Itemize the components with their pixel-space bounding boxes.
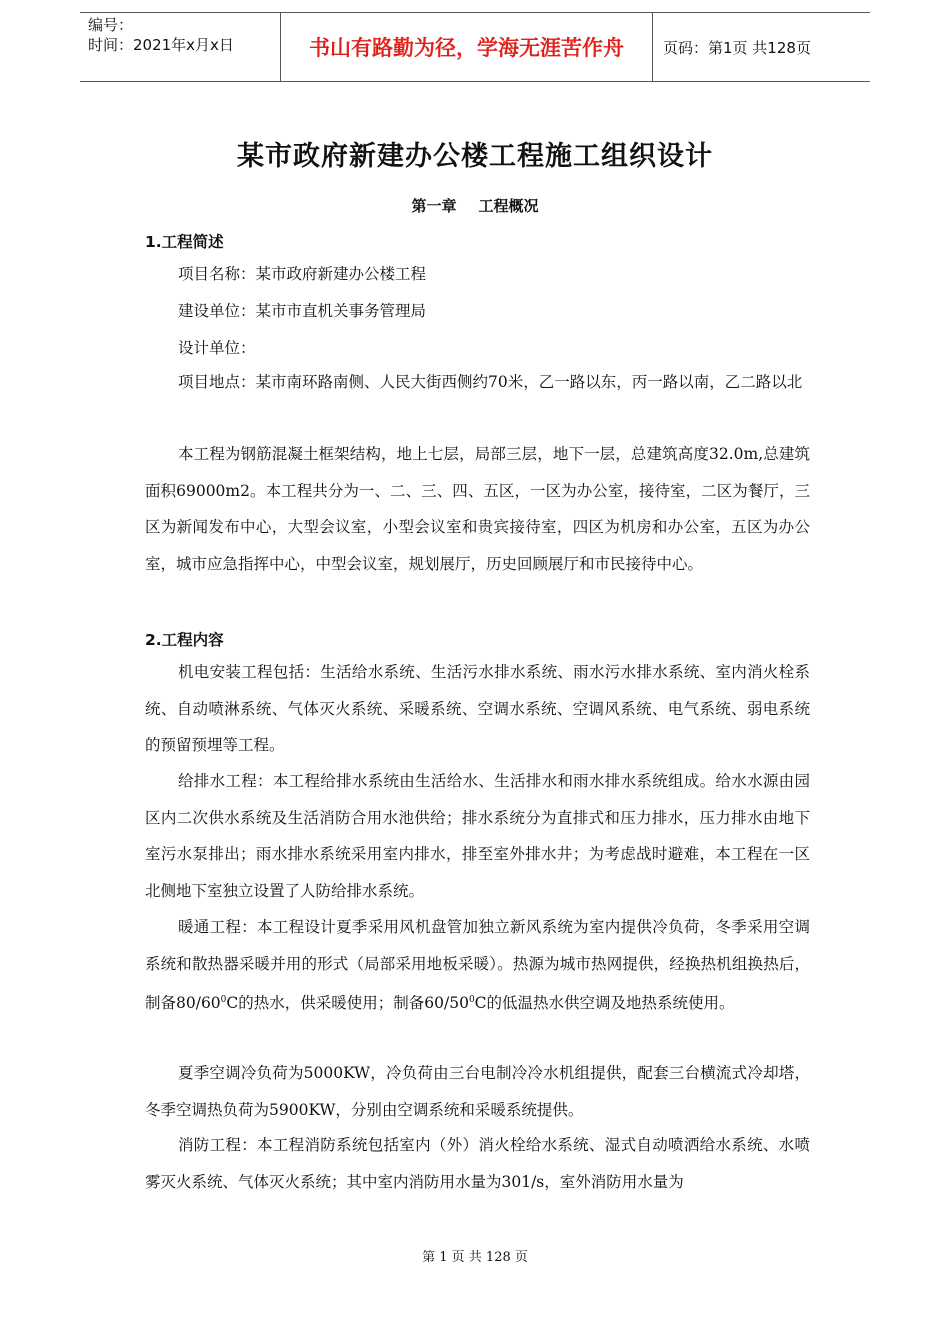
- number-label: 编号：: [88, 16, 134, 34]
- hvac-text-a: 暖通工程：本工程设计夏季采用风机盘管加独立新风系统为室内提供冷负荷，冬季采用空调系统和散热器采暖并用的形式（局部采用地板采暖）。热源为城市热网提供，经换热机组换热后，制备80/60: [145, 918, 810, 1013]
- overview-paragraph: 本工程为钢筋混凝土框架结构，地上七层，局部三层，地下一层，总建筑高度32.0m,总建筑面积69000m2。本工程共分为一、二、三、四、五区，一区为办公室，接待室，二区为餐厅，三区为新闻发布中心，大型会议室，小型会议室和贵宾接待室，四区为机房和办公室，五区为办公室，城市应急指挥中心，中型会议室，规划展厅，历史回顾展厅和市民接待中心。: [145, 445, 810, 573]
- header-page-info: 页码：第1页 共128页: [663, 38, 811, 57]
- project-name-line: 项目名称：某市政府新建办公楼工程: [178, 265, 427, 283]
- document-title: 某市政府新建办公楼工程施工组织设计: [237, 141, 713, 172]
- header-meta: [80, 13, 281, 81]
- hvac-text-b: C的热水，供采暖使用；制备60/50: [226, 994, 469, 1013]
- plumbing-paragraph: 给排水工程：本工程给排水系统由生活给水、生活排水和雨水排水系统组成。给水水源由园区内二次供水系统及生活消防合用水池供给；排水系统分为直排式和压力排水，压力排水由地下室污水泵排出；雨水排水系统采用室内排水，排至室外排水井；为考虑战时避难，本工程在一区北侧地下室独立设置了人防给排水系统。: [145, 772, 810, 900]
- builder-line: 建设单位：某市市直机关事务管理局: [178, 302, 427, 320]
- page-header: [80, 12, 870, 82]
- cooling-paragraph: 夏季空调冷负荷为5000KW，冷负荷由三台电制冷冷水机组提供，配套三台横流式冷却塔，冬季空调热负荷为5900KW，分别由空调系统和采暖系统提供。: [145, 1064, 810, 1119]
- chapter-number: 第一章: [411, 197, 457, 215]
- chapter-heading: [0, 195, 950, 216]
- fire-paragraph: 消防工程：本工程消防系统包括室内（外）消火栓给水系统、湿式自动喷洒给水系统、水喷雾灭火系统、气体灭火系统；其中室内消防用水量为301/s，室外消防用水量为: [145, 1136, 810, 1191]
- degree-sup-1: 0: [220, 995, 227, 1006]
- hvac-text-c: C的低温热水供空调及地热系统使用。: [474, 994, 735, 1013]
- time-label: 时间：2021年x月x日: [88, 36, 234, 54]
- chapter-title: 工程概况: [478, 197, 539, 215]
- header-motto: 书山有路勤为径，学海无涯苦作舟: [281, 13, 653, 81]
- hvac-paragraph: [145, 909, 810, 1022]
- location-paragraph: 项目地点：某市南环路南侧、人民大街西侧约70米，乙一路以东，丙一路以南，乙二路以北: [178, 373, 803, 391]
- degree-sup-2: 0: [468, 995, 475, 1006]
- section-heading-1: 1.工程简述: [145, 233, 224, 251]
- designer-line: 设计单位：: [178, 339, 256, 357]
- page-footer: 第 1 页 共 128 页: [422, 1250, 528, 1265]
- mep-paragraph: 机电安装工程包括：生活给水系统、生活污水排水系统、雨水污水排水系统、室内消火栓系统、自动喷淋系统、气体灭火系统、采暖系统、空调水系统、空调风系统、电气系统、弱电系统的预留预埋等工程。: [145, 663, 810, 755]
- section-heading-2: 2.工程内容: [145, 631, 224, 649]
